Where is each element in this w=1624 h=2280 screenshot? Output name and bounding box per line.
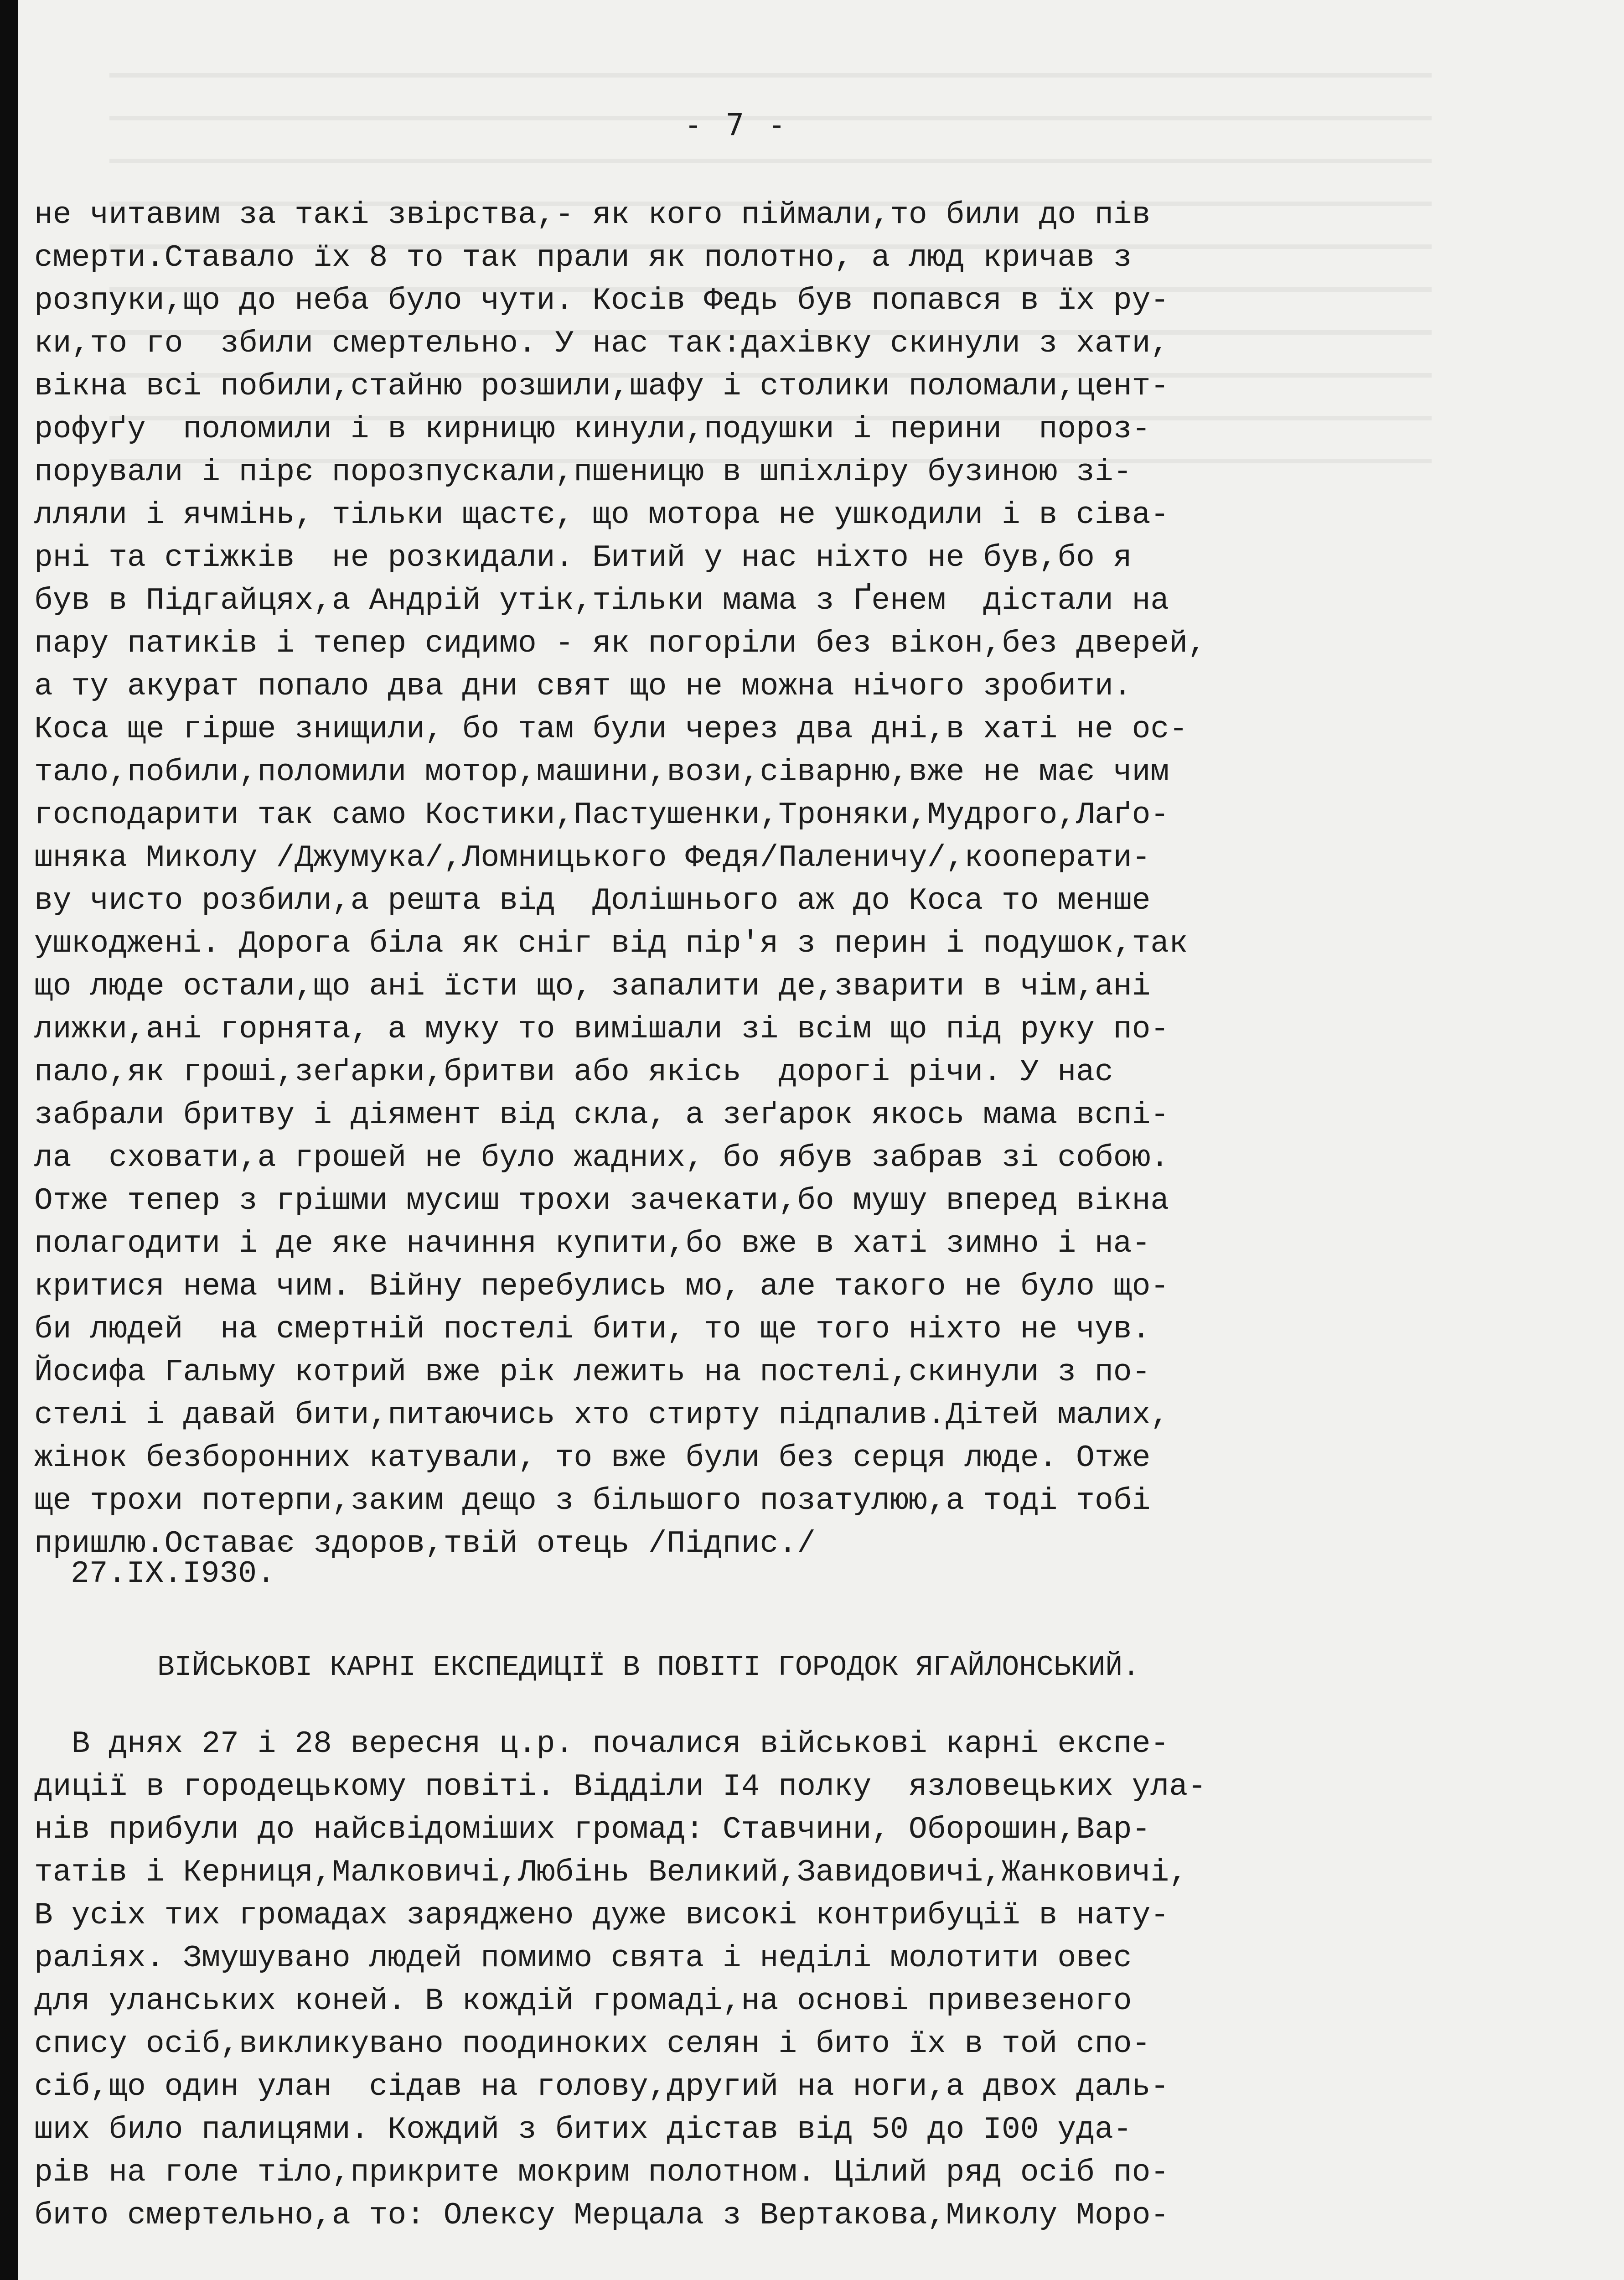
letter-body (34, 194, 1206, 1565)
text-line: татів і Керниця,Малковичі,Любінь Великий,Завидовичі,Жанковичі, (34, 1855, 1188, 1890)
text-line: ву чисто розбили,а решта від Долішнього аж до Коса то менше (34, 883, 1151, 918)
text-line: рів на голе тіло,прикрите мокрим полотном. Цілий ряд осіб по- (34, 2155, 1169, 2190)
report-body (34, 1723, 1206, 2237)
text-line: Отже тепер з грішми мусиш трохи зачекати,бо мушу вперед вікна (34, 1183, 1169, 1218)
text-line: ла сховати,а грошей не було жадних, бо ябув забрав зі собою. (34, 1140, 1169, 1176)
text-line: В усіх тих громадах заряджено дуже високі контрибуції в нату- (34, 1898, 1169, 1933)
text-line: критися нема чим. Війну перебулись мо, але такого не було що- (34, 1269, 1169, 1304)
text-line: лляли і ячмінь, тільки щастє, що мотора не ушкодили і в сіва- (34, 497, 1169, 533)
text-line: жінок безборонних катували, то вже були без серця люде. Отже (34, 1441, 1151, 1476)
text-line: вікна всі побили,стайню розшили,шафу і столики поломали,цент- (34, 369, 1169, 404)
scan-left-edge (0, 0, 18, 2280)
typewritten-page (18, 0, 1624, 2280)
text-line: для уланських коней. В кождій громаді,на основі привезеного (34, 1984, 1132, 2019)
text-line: Йосифа Гальму котрий вже рік лежить на постелі,скинули з по- (34, 1355, 1151, 1390)
text-line: забрали бритву і діямент від скла, а зеґарок якось мама вспі- (34, 1098, 1169, 1133)
letter-date: 27.IX.I930. (71, 1556, 275, 1591)
text-line: порували і пірє порозпускали,пшеницю в шпіхліру бузиною зі- (34, 455, 1132, 490)
text-line: що люде остали,що ані їсти що, запалити де,зварити в чім,ані (34, 969, 1151, 1004)
text-line: лижки,ані горнята, а муку то вимішали зі всім що під руку по- (34, 1012, 1169, 1047)
text-line: нів прибули до найсвідоміших громад: Ставчини, Оборошин,Вар- (34, 1812, 1151, 1847)
text-line: шняка Миколу /Джумука/,Ломницького Федя/Паленичу/,кооперати- (34, 840, 1151, 876)
text-line: був в Підгайцях,а Андрій утік,тільки мама з Ґенем дістали на (34, 583, 1169, 618)
text-line: пару патиків і тепер сидимо - як погоріли без вікон,без дверей, (34, 626, 1206, 661)
text-line: би людей на смертній постелі бити, то ще того ніхто не чув. (34, 1312, 1151, 1347)
text-line: рні та стіжків не розкидали. Битий у нас ніхто не був,бо я (34, 540, 1132, 575)
text-line: раліях. Змушувано людей помимо свята і неділі молотити овес (34, 1941, 1132, 1976)
text-line: Коса ще гірше знищили, бо там були через два дні,в хаті не ос- (34, 712, 1188, 747)
text-line: господарити так само Костики,Пастушенки,Троняки,Мудрого,Лаґо- (34, 798, 1169, 833)
text-line: не читавим за такі звірства,- як кого піймали,то били до пів (34, 197, 1151, 233)
text-line: тало,побили,поломили мотор,машини,вози,сіварню,вже не має чим (34, 755, 1169, 790)
text-line: спису осіб,викликувано поодиноких селян і бито їх в той спо- (34, 2026, 1151, 2062)
text-line: диції в городецькому повіті. Відділи I4 полку язловецьких ула- (34, 1769, 1206, 1804)
text-line: стелі і давай бити,питаючись хто стирту підпалив.Дітей малих, (34, 1398, 1169, 1433)
text-line: рофуґу поломили і в кирницю кинули,подушки і перини пороз- (34, 412, 1151, 447)
text-line: сіб,що один улан сідав на голову,другий на ноги,а двох даль- (34, 2069, 1169, 2104)
text-line: а ту акурат попало два дни свят що не можна нічого зробити. (34, 669, 1132, 704)
text-line: пало,як гроші,зеґарки,бритви або якісь дорогі річи. У нас (34, 1055, 1113, 1090)
text-line: ще трохи потерпи,заким дещо з більшого позатулюю,а тоді тобі (34, 1483, 1151, 1518)
text-line: полагодити і де яке начиння купити,бо вже в хаті зимно і на- (34, 1226, 1151, 1261)
text-line: ки,то го збили смертельно. У нас так:дахівку скинули з хати, (34, 326, 1169, 361)
text-line: ших било палицями. Кождий з битих дістав від 50 до I00 уда- (34, 2112, 1132, 2147)
text-line: ушкоджені. Дорога біла як сніг від пір'я з перин і подушок,так (34, 926, 1188, 961)
page-number: - 7 - (684, 107, 789, 142)
section-heading: ВІЙСЬКОВІ КАРНІ ЕКСПЕДИЦІЇ В ПОВІТІ ГОРОДОК ЯГАЙЛОНСЬКИЙ. (157, 1651, 1140, 1684)
text-line: смерти.Ставало їх 8 то так прали як полотно, а люд кричав з (34, 240, 1132, 275)
text-line: розпуки,що до неба було чути. Косів Федь був попався в їх ру- (34, 283, 1169, 318)
text-line: В днях 27 і 28 вересня ц.р. почалися військові карні експе- (34, 1726, 1169, 1762)
text-line: пришлю.Оставає здоров,твій отець /Підпис./ (34, 1526, 816, 1561)
text-line: бито смертельно,а то: Олексу Мерцала з Вертакова,Миколу Моро- (34, 2198, 1169, 2233)
